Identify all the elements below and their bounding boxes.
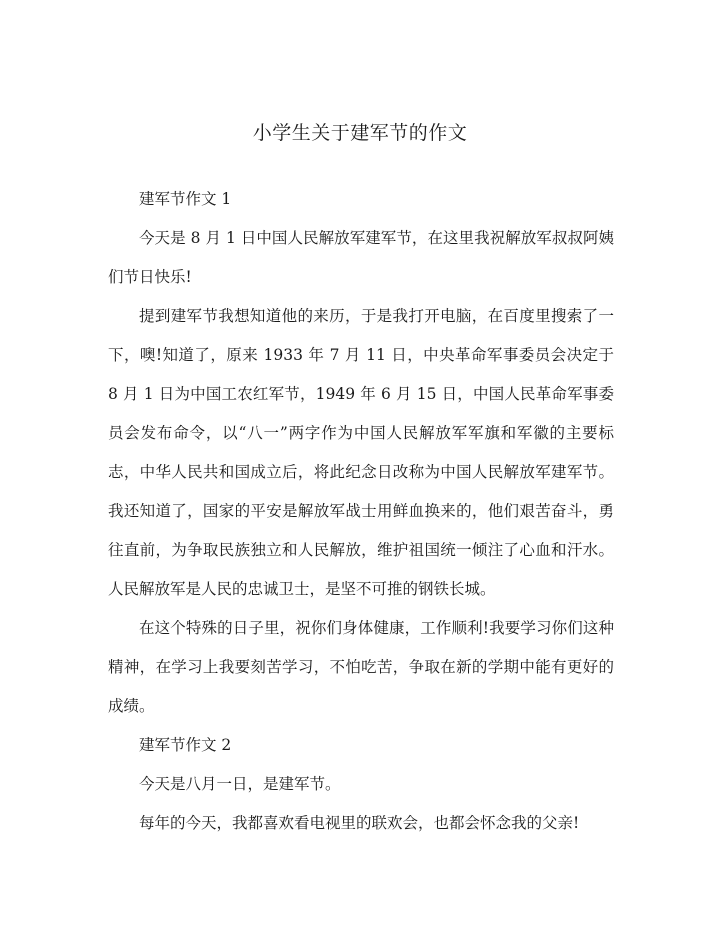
paragraph-3: 在这个特殊的日子里，祝你们身体健康，工作顺利!我要学习你们这种精神，在学习上我要刻苦学习，不怕吃苦，争取在新的学期中能有更好的成绩。	[108, 619, 614, 715]
paragraph-2: 提到建军节我想知道他的来历，于是我打开电脑，在百度里搜索了一下，噢!知道了，原来 1933 年 7 月 11 日，中央革命军事委员会决定于 8 月 1 日为中国工农红军节，1949 年 6 月 15 日，中国人民革命军事委员会发布命令，以“八一”两字作为中国人民解放军军旗和军徽的主要标志，中华人民共和国成立后，将此纪念日改称为中国人民解放军建军节。我还知道了，国家的平安是解放军战士用鲜血换来的，他们艰苦奋斗，勇往直前，为争取民族独立和人民解放，维护祖国统一倾注了心血和汗水。人民解放军是人民的忠诚卫士，是坚不可推的钢铁长城。	[108, 307, 614, 598]
document-title: 小学生关于建军节的作文	[252, 122, 468, 144]
paragraph-4: 今天是八月一日，是建军节。	[139, 775, 341, 793]
document-body	[108, 180, 614, 843]
paragraph-1: 今天是 8 月 1 日中国人民解放军建军节，在这里我祝解放军叔叔阿姨们节日快乐!	[108, 229, 614, 286]
paragraph-5: 每年的今天，我都喜欢看电视里的联欢会，也都会怀念我的父亲!	[139, 814, 580, 832]
section-heading-2: 建军节作文 2	[139, 736, 232, 754]
section-heading-1: 建军节作文 1	[139, 190, 232, 208]
